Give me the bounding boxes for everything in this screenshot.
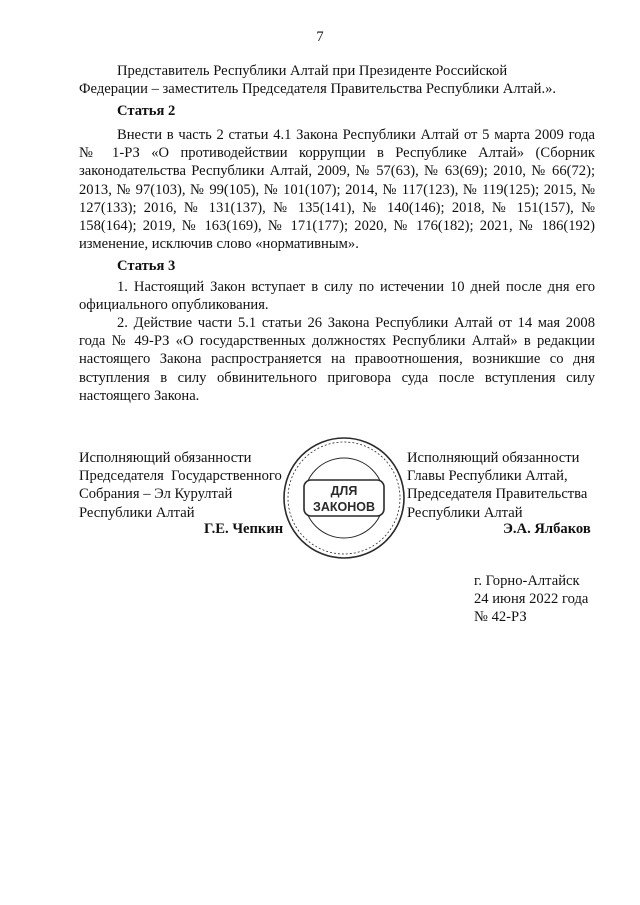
signature-left-name: Г.Е. Чепкин [204, 521, 284, 537]
signature-right-line-2: Главы Республики Алтай, [407, 468, 568, 485]
signature-right-line-1: Исполняющий обязанности [407, 450, 580, 466]
signature-right [407, 449, 597, 522]
intro-paragraph [79, 62, 595, 98]
article-3-point-2: 2. Действие части 5.1 статьи 26 Закона Республики Алтай от 14 мая 2008 года № 49-РЗ «О государственных должностях Республики Алтай» в редакции настоящего Закона распространяется на правоотношения, возникшие со дня вступления в силу обвинительного приговора суда после вступления силу настоящего Закона. [79, 315, 595, 404]
page-number: 7 [316, 29, 324, 45]
intro-line-2: Федерации – заместитель Председателя Правительства Республики Алтай.». [79, 81, 557, 98]
law-date: 24 июня 2022 года [474, 591, 589, 608]
place-date-block [474, 572, 614, 627]
signature-right-line-3: Председателя Правительства [407, 486, 588, 503]
stamp-text-line-2: ЗАКОНОВ [313, 500, 375, 514]
intro-line-1: Представитель Республики Алтай при Президенте Российской [117, 63, 508, 79]
signature-left-line-1: Исполняющий обязанности [79, 450, 252, 466]
article-3-point-1: 1. Настоящий Закон вступает в силу по истечении 10 дней после дня его официального опубликования. [79, 279, 595, 314]
place-city: г. Горно-Алтайск [474, 573, 580, 589]
stamp-seal [282, 436, 406, 560]
signature-left-line-3: Собрания – Эл Курултай [79, 486, 233, 503]
article-2-text: Внести в часть 2 статьи 4.1 Закона Республики Алтай от 5 марта 2009 года № 1-РЗ «О противодействии коррупции в Республике Алтай» (Сборник законодательства Республики Алтай, 2009, № 57(63), № 63(69); 2010, № 66(72); 2013, № 97(103), № 99(105), № 101(107); 2014, № 117(123), № 119(125); 2015, № 127(133); 2016, № 131(137), № 135(141), № 140(146); 2018, № 151(157), № 158(164); 2019, № 163(169), № 171(177); 2020, № 176(182); 2021, № 186(192) изменение, исключив слово «нормативным». [79, 127, 595, 253]
signature-left-line-2: Председателя Государственного [79, 468, 282, 485]
stamp-text-line-1: ДЛЯ [330, 484, 358, 498]
signature-right-name: Э.А. Ялбаков [503, 521, 591, 537]
signature-left [79, 449, 294, 522]
article-3-heading: Статья 3 [117, 258, 176, 274]
article-2-heading: Статья 2 [117, 103, 176, 119]
signature-left-line-4: Республики Алтай [79, 504, 195, 521]
law-number: № 42-РЗ [474, 609, 527, 626]
signature-right-line-4: Республики Алтай [407, 504, 523, 521]
